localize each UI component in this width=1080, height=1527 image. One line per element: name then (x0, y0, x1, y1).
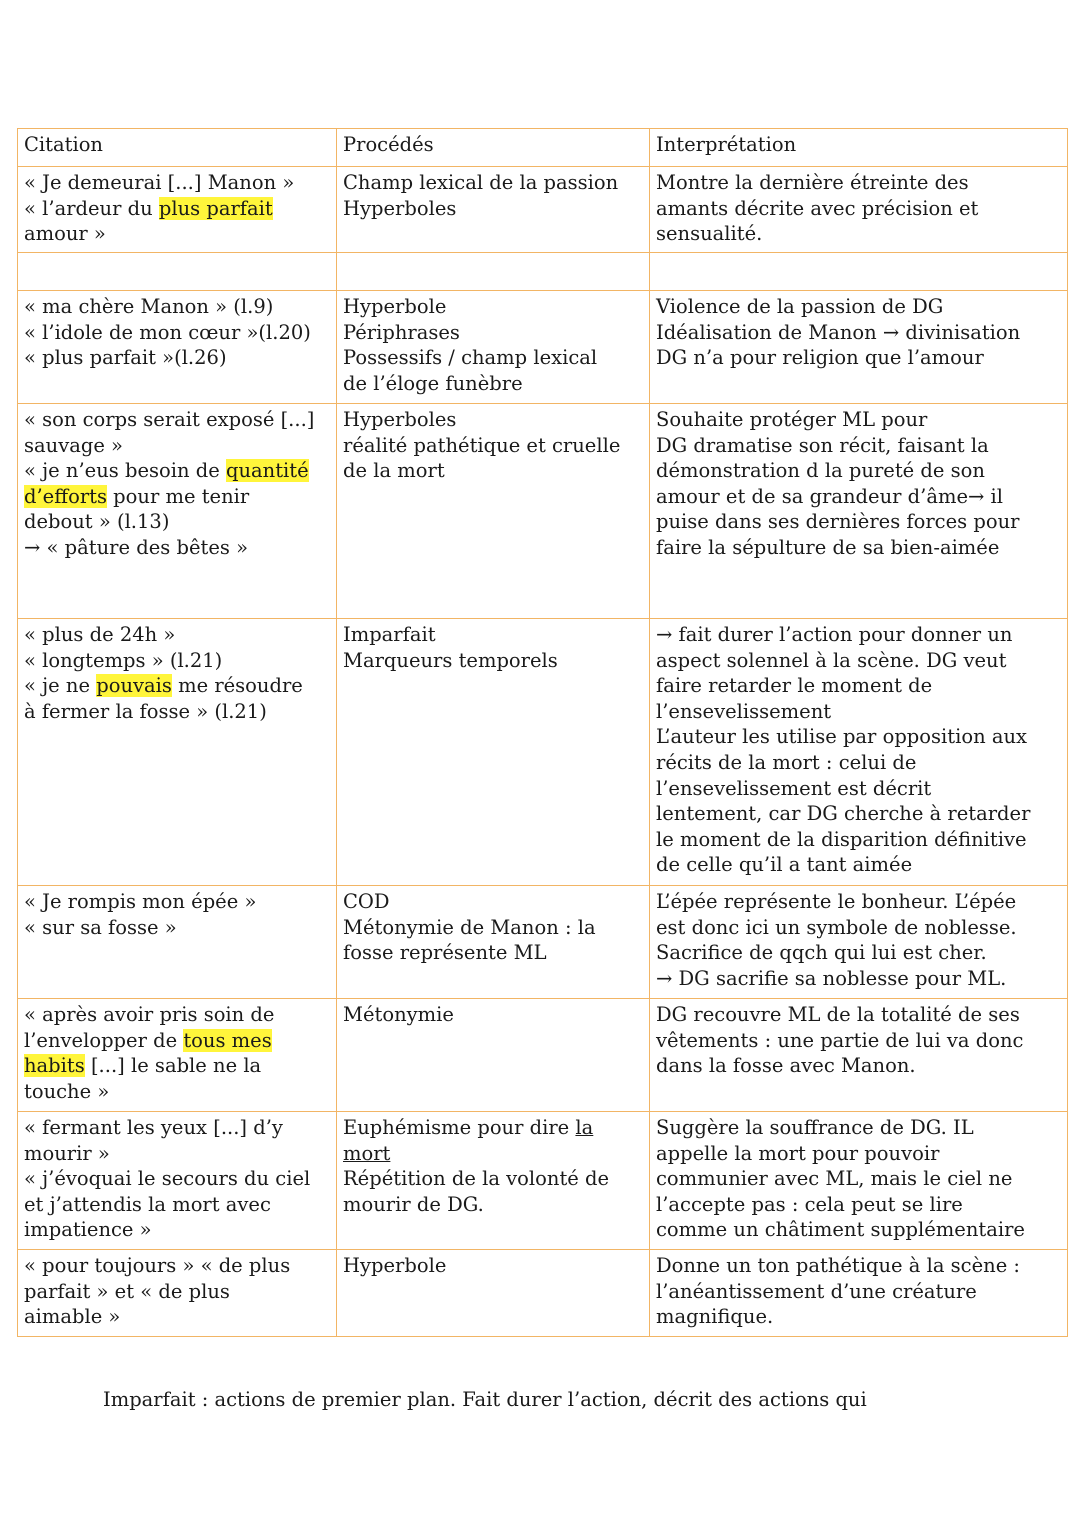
cell-line: Marqueurs temporels (343, 648, 558, 672)
cell-line: DG recouvre ML de la totalité de ses (656, 1003, 1020, 1026)
header-citation: Citation (18, 129, 337, 167)
cell-line: habits [...] le sable ne la (24, 1054, 262, 1078)
interpretation-cell (650, 167, 1068, 253)
cell-line: « Je rompis mon épée » (24, 890, 257, 913)
cell-line: DG dramatise son récit, faisant la (656, 433, 989, 457)
cell-line: fosse représente ML (343, 941, 547, 965)
table-header-row (18, 129, 1068, 167)
cell-line: amour » (24, 222, 106, 246)
cell-line: L’auteur les utilise par opposition aux (656, 725, 1028, 749)
table-row (18, 404, 1068, 619)
cell-line: « plus de 24h » (24, 623, 176, 646)
highlighted-text: d’efforts (24, 484, 107, 508)
cell-line: touche » (24, 1079, 110, 1103)
cell-line: aspect solennel à la scène. DG veut (656, 648, 1007, 672)
cell-line: Souhaite protéger ML pour (656, 408, 928, 431)
procedes-cell (337, 404, 650, 619)
interpretation-cell (650, 1112, 1068, 1250)
citation-cell (18, 1250, 337, 1337)
cell-line: Violence de la passion de DG (656, 295, 944, 318)
interpretation-cell (650, 1250, 1068, 1337)
procedes-cell (337, 253, 650, 291)
interpretation-cell (650, 404, 1068, 619)
interpretation-cell (650, 619, 1068, 886)
table-row (18, 291, 1068, 404)
cell-line: sensualité. (656, 222, 763, 246)
cell-line: aimable » (24, 1305, 121, 1329)
cell-line (343, 1141, 644, 1167)
cell-line: et j’attendis la mort avec (24, 1192, 271, 1216)
highlighted-text: habits (24, 1054, 85, 1078)
cell-line: Suggère la souffrance de DG. IL (656, 1116, 974, 1139)
cell-line: Euphémisme pour dire la (343, 1116, 594, 1139)
cell-line: appelle la mort pour pouvoir (656, 1141, 940, 1165)
cell-line: « j’évoquai le secours du ciel (24, 1167, 311, 1191)
procedes-cell (337, 291, 650, 404)
cell-line: amour et de sa grandeur d’âme→ il (656, 484, 1004, 508)
cell-line: amants décrite avec précision et (656, 196, 979, 220)
cell-line: de la mort (343, 459, 445, 483)
cell-line: sauvage » (24, 433, 123, 457)
procedes-cell (337, 167, 650, 253)
highlighted-text: quantité (225, 459, 309, 483)
cell-line: « sur sa fosse » (24, 915, 177, 939)
procedes-cell (337, 619, 650, 886)
cell-line: Idéalisation de Manon → divinisation (656, 320, 1021, 344)
cell-line: lentement, car DG cherche à retarder (656, 802, 1031, 826)
underlined-text: mort (343, 1141, 391, 1165)
cell-line: COD (343, 890, 390, 913)
cell-line: faire la sépulture de sa bien-aimée (656, 535, 1000, 559)
cell-line: Périphrases (343, 320, 460, 344)
cell-line: « ma chère Manon » (l.9) (24, 295, 274, 318)
cell-line: « je n’eus besoin de quantité (24, 459, 309, 483)
cell-line: « fermant les yeux [...] d’y (24, 1116, 283, 1139)
citation-cell (18, 404, 337, 619)
cell-line: magnifique. (656, 1305, 774, 1329)
citation-cell (18, 253, 337, 291)
procedes-cell (337, 886, 650, 999)
cell-line: → « pâture des bêtes » (24, 535, 248, 559)
citation-cell (18, 167, 337, 253)
cell-line: est donc ici un symbole de noblesse. (656, 915, 1017, 939)
cell-line: « plus parfait »(l.26) (24, 346, 227, 370)
cell-line: l’accepte pas : cela peut se lire (656, 1192, 963, 1216)
interpretation-cell (650, 253, 1068, 291)
cell-line: communier avec ML, mais le ciel ne (656, 1167, 1013, 1191)
procedes-cell (337, 999, 650, 1112)
cell-line: d’efforts pour me tenir (24, 484, 250, 508)
highlighted-text: plus parfait (158, 196, 273, 220)
cell-line: l’envelopper de tous mes (24, 1028, 272, 1052)
cell-line: debout » (l.13) (24, 510, 170, 534)
cell-line: « Je demeurai [...] Manon » (24, 171, 295, 194)
cell-line: dans la fosse avec Manon. (656, 1054, 916, 1078)
cell-line: Hyperbole (343, 1254, 447, 1277)
cell-line: impatience » (24, 1218, 152, 1242)
table-row (18, 619, 1068, 886)
underlined-text: la (575, 1116, 594, 1139)
cell-line: Hyperboles (343, 196, 457, 220)
cell-line: Métonymie de Manon : la (343, 915, 596, 939)
cell-line: Possessifs / champ lexical (343, 346, 598, 370)
procedes-cell (337, 1250, 650, 1337)
cell-line: de celle qu’il a tant aimée (656, 853, 913, 877)
header-procedes: Procédés (337, 129, 650, 167)
citation-cell (18, 619, 337, 886)
cell-line: « l’idole de mon cœur »(l.20) (24, 320, 311, 344)
cell-line: mourir » (24, 1141, 110, 1165)
cell-line: puise dans ses dernières forces pour (656, 510, 1020, 534)
citation-cell (18, 1112, 337, 1250)
cell-line: Montre la dernière étreinte des (656, 171, 969, 194)
cell-line: mourir de DG. (343, 1192, 484, 1216)
table-row-empty (18, 253, 1068, 291)
cell-line: l’anéantissement d’une créature (656, 1279, 977, 1303)
cell-line: parfait » et « de plus (24, 1279, 230, 1303)
cell-line: à fermer la fosse » (l.21) (24, 699, 267, 723)
cell-line: vêtements : une partie de lui va donc (656, 1028, 1024, 1052)
cell-line: le moment de la disparition définitive (656, 827, 1027, 851)
header-interpretation: Interprétation (650, 129, 1068, 167)
analysis-document (17, 128, 1067, 1337)
cell-line: « pour toujours » « de plus (24, 1254, 291, 1277)
analysis-table (17, 128, 1068, 1337)
cell-line: « je ne pouvais me résoudre (24, 674, 303, 698)
cell-line: Hyperbole (343, 295, 447, 318)
cell-line: → DG sacrifie sa noblesse pour ML. (656, 966, 1007, 990)
cell-line: L’épée représente le bonheur. L’épée (656, 890, 1017, 913)
cell-line: Imparfait (343, 623, 436, 646)
citation-cell (18, 999, 337, 1112)
cell-line: Répétition de la volonté de (343, 1167, 610, 1191)
cell-line: faire retarder le moment de (656, 674, 933, 698)
cell-line: comme un châtiment supplémentaire (656, 1218, 1025, 1242)
cell-line: → fait durer l’action pour donner un (656, 623, 1013, 646)
cell-line: « après avoir pris soin de (24, 1003, 275, 1026)
table-row (18, 167, 1068, 253)
cell-line: Sacrifice de qqch qui lui est cher. (656, 941, 987, 965)
table-row (18, 999, 1068, 1112)
cell-line: l’ensevelissement (656, 699, 832, 723)
cell-line: Champ lexical de la passion (343, 171, 619, 194)
cell-line: de l’éloge funèbre (343, 371, 523, 395)
cell-line: Métonymie (343, 1003, 454, 1026)
table-row (18, 1112, 1068, 1250)
cell-line: réalité pathétique et cruelle (343, 433, 621, 457)
cell-line: récits de la mort : celui de (656, 750, 917, 774)
procedes-cell (337, 1112, 650, 1250)
highlighted-text: pouvais (96, 674, 172, 698)
highlighted-text: tous mes (183, 1028, 272, 1052)
interpretation-cell (650, 291, 1068, 404)
interpretation-cell (650, 886, 1068, 999)
cell-line: « l’ardeur du plus parfait (24, 196, 273, 220)
cell-line: DG n’a pour religion que l’amour (656, 346, 984, 370)
citation-cell (18, 886, 337, 999)
cell-line: Hyperboles (343, 408, 457, 431)
table-row (18, 1250, 1068, 1337)
cell-line: Donne un ton pathétique à la scène : (656, 1254, 1020, 1277)
citation-cell (18, 291, 337, 404)
cell-line: l’ensevelissement est décrit (656, 776, 932, 800)
cell-line: démonstration d la pureté de son (656, 459, 985, 483)
interpretation-cell (650, 999, 1068, 1112)
table-row (18, 886, 1068, 999)
cell-line: « son corps serait exposé [...] (24, 408, 315, 431)
cell-line: « longtemps » (l.21) (24, 648, 223, 672)
footer-note: Imparfait : actions de premier plan. Fait durer l’action, décrit des actions qui (103, 1388, 867, 1411)
